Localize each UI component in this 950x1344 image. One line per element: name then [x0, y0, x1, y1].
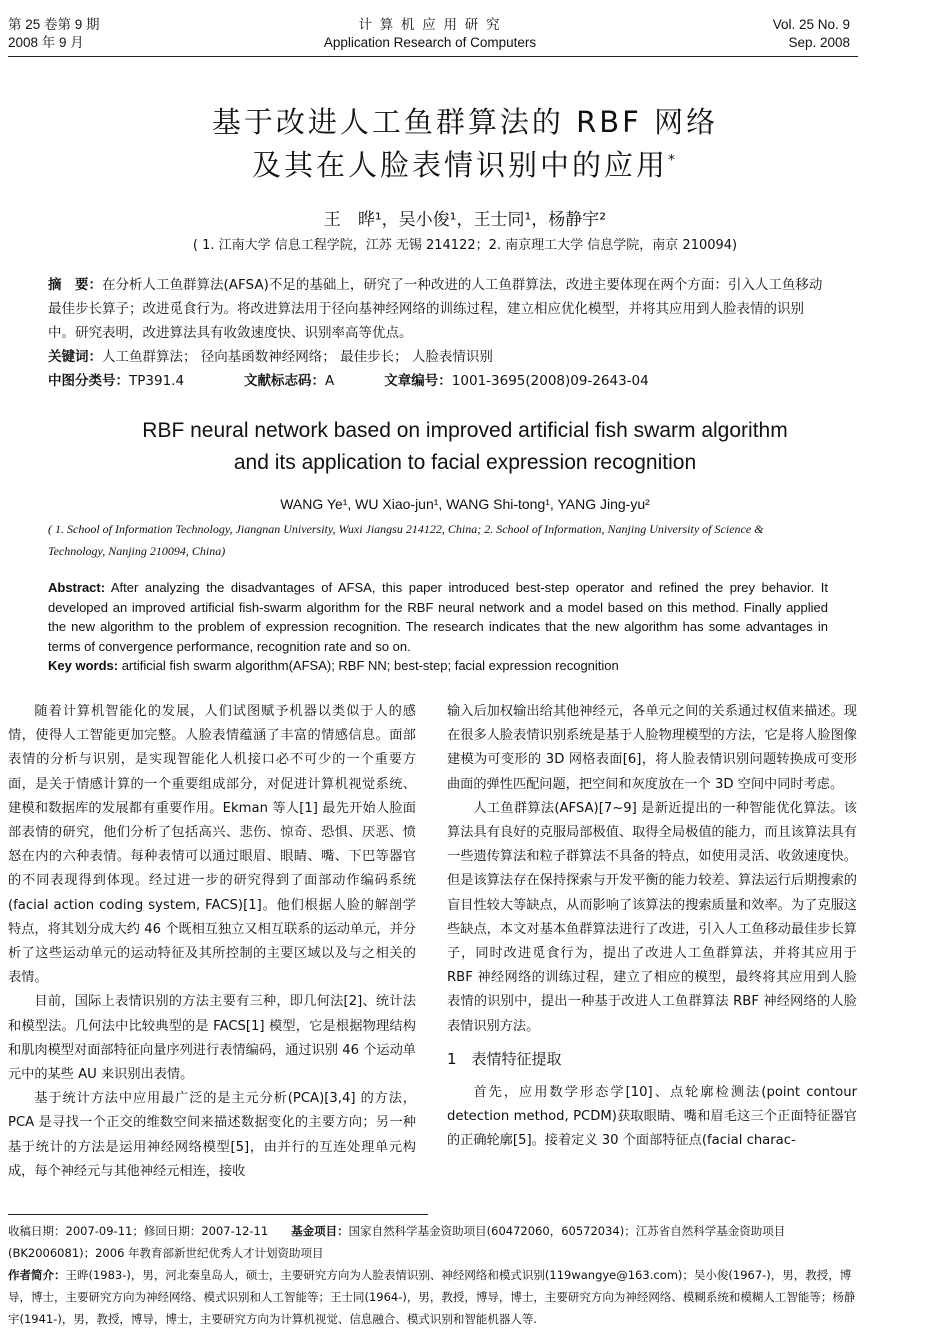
intro-paragraph-5: 人工鱼群算法(AFSA)[7~9] 是新近提出的一种智能优化算法。该算法具有良好的克服局部极值、取得全局极值的能力，而且该算法具有一些遗传算法和粒子群算法不具备的特点，如使用灵活、收敛速度快。但是该算法存在保持探索与开发平衡的能力较差、算法运行后期搜索的盲目性较大等缺点，从而影响了该算法的搜索质量和效率。为了克服这些缺点，本文对基本鱼群算法进行了改进，引入人工鱼移动最佳步长算子，同时改进觅食行为，提出了改进人工鱼群算法，并将其应用于 RBF 神经网络的训练过程，建立了相应的模型，最终将其应用到人脸表情的识别中，提出一种基于改进人工鱼群算法 RBF 神经网络的人脸表情识别方法。: [447, 800, 857, 1034]
clc-label: 中图分类号：: [48, 373, 129, 389]
keywords-en-label: Key words:: [48, 658, 119, 673]
affiliation-zh: ( 1. 江南大学 信息工程学院，江苏 无锡 214122；2. 南京理工大学 信息学院，南京 210094): [192, 238, 738, 253]
abstract-zh-body: [48, 273, 823, 345]
volume-en-line: Vol. 25 No. 9: [772, 17, 850, 32]
keywords-en-text: artificial fish swarm algorithm(AFSA); RBF NN; best-step; facial expression recognition: [121, 658, 619, 673]
paper-title-zh-line2: [0, 143, 940, 184]
date-line-zh: 2008 年 9 月: [8, 35, 84, 50]
keywords-en: [48, 656, 828, 676]
authors-zh: 王 晔¹，吴小俊¹，王士同¹，杨静宇²: [323, 210, 607, 230]
intro-paragraph-1: 随着计算机智能化的发展，人们试图赋予机器以类似于人的感情，使得人工智能更加完整。人脸表情蕴涵了丰富的情感信息。面部表情的分析与识别，是实现智能化人机接口必不可少的一个重要方面，是关于情感计算的一个重要组成部分，对促进计算机视觉系统、建模和数据库的发展都有重要作用。Ekman 等人[1] 最先开始人脸面部表情的研究，他们分析了包括高兴、悲伤、惊奇、恐惧、厌恶、愤怒在内的六种表情。每种表情可以通过眼眉、眼睛、嘴、下巴等器官的不同表现得到体现。经过进一步的研究得到了面部动作编码系统(facial action coding system, FACS)[1]。他们根据人脸的解剖学特点，将其划分成大约 46 个既相互独立又相互联系的运动单元，并分析了这些运动单元的运动特征及其所控制的主要区域以及与之相关的表情。: [8, 704, 416, 986]
journal-volume-en: [773, 16, 850, 52]
abstract-zh: [48, 273, 823, 393]
article-no-value: 1001-3695(2008)09-2643-04: [451, 373, 649, 389]
intro-paragraph-4: 输入后加权输出给其他神经元，各单元之间的关系通过权值来描述。现在很多人脸表情识别系统是基于人脸物理模型的方法，它是将人脸图像建模为可变形的 3D 网格表面[6]，将人脸表情识别问题转换成可变形曲面的弹性匹配问题，把空间和灰度放在一个 3D 空间中同时考虑。: [447, 704, 857, 792]
journal-name-zh: 计 算 机 应 用 研 究: [358, 17, 502, 32]
classification-line: [48, 369, 823, 393]
journal-name-en: Application Research of Computers: [323, 35, 537, 50]
article-no-label: 文章编号：: [384, 373, 452, 389]
keywords-zh: [48, 345, 823, 369]
header-rule: [8, 56, 858, 57]
abstract-en-text: After analyzing the disadvantages of AFSA, this paper introduced best-step operator and refined the prey behavior. It developed an improved artificial fish-swarm algorithm for the RBF neural network and a model based on this method. Finally applied the new algorithm to the problem of expression recognition. The research indicates that the new algorithm has some advantages in terms of convergence performance, recognition rate and so on.: [48, 580, 828, 654]
keywords-zh-text: 人工鱼群算法； 径向基函数神经网络； 最佳步长； 人脸表情识别: [102, 349, 493, 365]
doc-code-value: A: [325, 373, 335, 389]
paper-title-en-line2: and its application to facial expression recognition: [233, 451, 697, 474]
abstract-en: [48, 578, 828, 676]
footnote-rule: [8, 1214, 428, 1215]
volume-line: 第 25 卷第 9 期: [8, 17, 100, 32]
received-dates: 收稿日期：2007-09-11；修回日期：2007-12-11: [8, 1224, 269, 1238]
abstract-zh-text: 在分析人工鱼群算法(AFSA)不足的基础上，研究了一种改进的人工鱼群算法，改进主要体现在两个方面：引入人工鱼移动最佳步长算子；改进觅食行为。将改进算法用于径向基神经网络的训练过程，建立相应优化模型，并将其应用到人脸表情的识别中。研究表明，改进算法具有收敛速度快、识别率高等优点。: [48, 277, 823, 341]
paper-title-en-line1: RBF neural network based on improved artificial fish swarm algorithm: [142, 419, 788, 442]
author-bio-label: 作者简介：: [8, 1268, 66, 1282]
author-bio-text: 王晔(1983-)，男，河北秦皇岛人，硕士，主要研究方向为人脸表情识别、神经网络和模式识别(119wangye@163.com)；吴小俊(1967-)，男，教授，博导，博士，主要研究方向为神经网络、模式识别和人工智能等；王士同(1964-)，男，教授，博导，博士，主要研究方向为神经网络、模糊系统和模糊人工智能等；杨静宇(1941-)，男，教授，博导，博士，主要研究方向为计算机视觉、信息融合、模式识别和智能机器人等.: [8, 1268, 856, 1326]
abstract-zh-label: 摘 要：: [48, 277, 102, 293]
fund-text: 国家自然科学基金资助项目(60472060，60572034)；江苏省自然科学基金资助项目(BK2006081)；2006 年教育部新世纪优秀人才计划资助项目: [8, 1224, 786, 1260]
clc-value: TP391.4: [129, 373, 185, 389]
title-zh-line2-text: 及其在人脸表情识别中的应用: [251, 148, 668, 182]
doc-code-label: 文献标志码：: [244, 373, 326, 389]
abstract-en-label: Abstract:: [48, 580, 106, 595]
footnote-author-line: [8, 1264, 858, 1330]
date-line-en: Sep. 2008: [788, 35, 850, 50]
intro-paragraph-2: 目前，国际上表情识别的方法主要有三种，即几何法[2]、统计法和模型法。几何法中比较典型的是 FACS[1] 模型，它是根据物理结构和肌肉模型对面部特征向量序列进行表情编码，通过识别 46 个运动单元中的某些 AU 来识别出表情。: [8, 994, 416, 1083]
intro-paragraph-3: 基于统计方法中应用最广泛的是主元分析(PCA)[3,4] 的方法，PCA 是寻找一个正交的维数空间来描述数据变化的主要方向；另一种基于统计的方法是运用神经网络模型[5]，由并行的互连处理单元构成，每个神经元与其他神经元相连，接收: [8, 1091, 416, 1179]
paper-title-zh-line1: 基于改进人工鱼群算法的 RBF 网络: [211, 105, 719, 139]
body-column-right: [447, 700, 857, 1154]
keywords-zh-label: 关键词：: [48, 349, 102, 365]
section-heading-1: 1 表情特征提取: [447, 1049, 562, 1068]
section1-paragraph-1: 首先，应用数学形态学[10]、点轮廓检测法(point contour detection method, PCDM)获取眼睛、嘴和眉毛这三个正面特征器官的正确轮廓[5]。接着定义 30 个面部特征点(facial charac-: [447, 1085, 857, 1149]
title-footnote-mark: *: [668, 152, 678, 169]
authors-en: WANG Ye¹, WU Xiao-jun¹, WANG Shi-tong¹, YANG Jing-yu²: [280, 496, 650, 512]
footnote-fund-line: [8, 1220, 858, 1264]
fund-label: 基金项目：: [291, 1224, 349, 1238]
journal-title: [0, 16, 860, 52]
abstract-en-body: [48, 578, 828, 656]
affiliation-en: ( 1. School of Information Technology, Jiangnan University, Wuxi Jiangsu 214122, China; 2. School of Information, Nanjing University of Science & Technology, Nanjing 210094, China): [48, 522, 764, 558]
body-column-left: [8, 700, 416, 1184]
footnote: [8, 1220, 858, 1330]
